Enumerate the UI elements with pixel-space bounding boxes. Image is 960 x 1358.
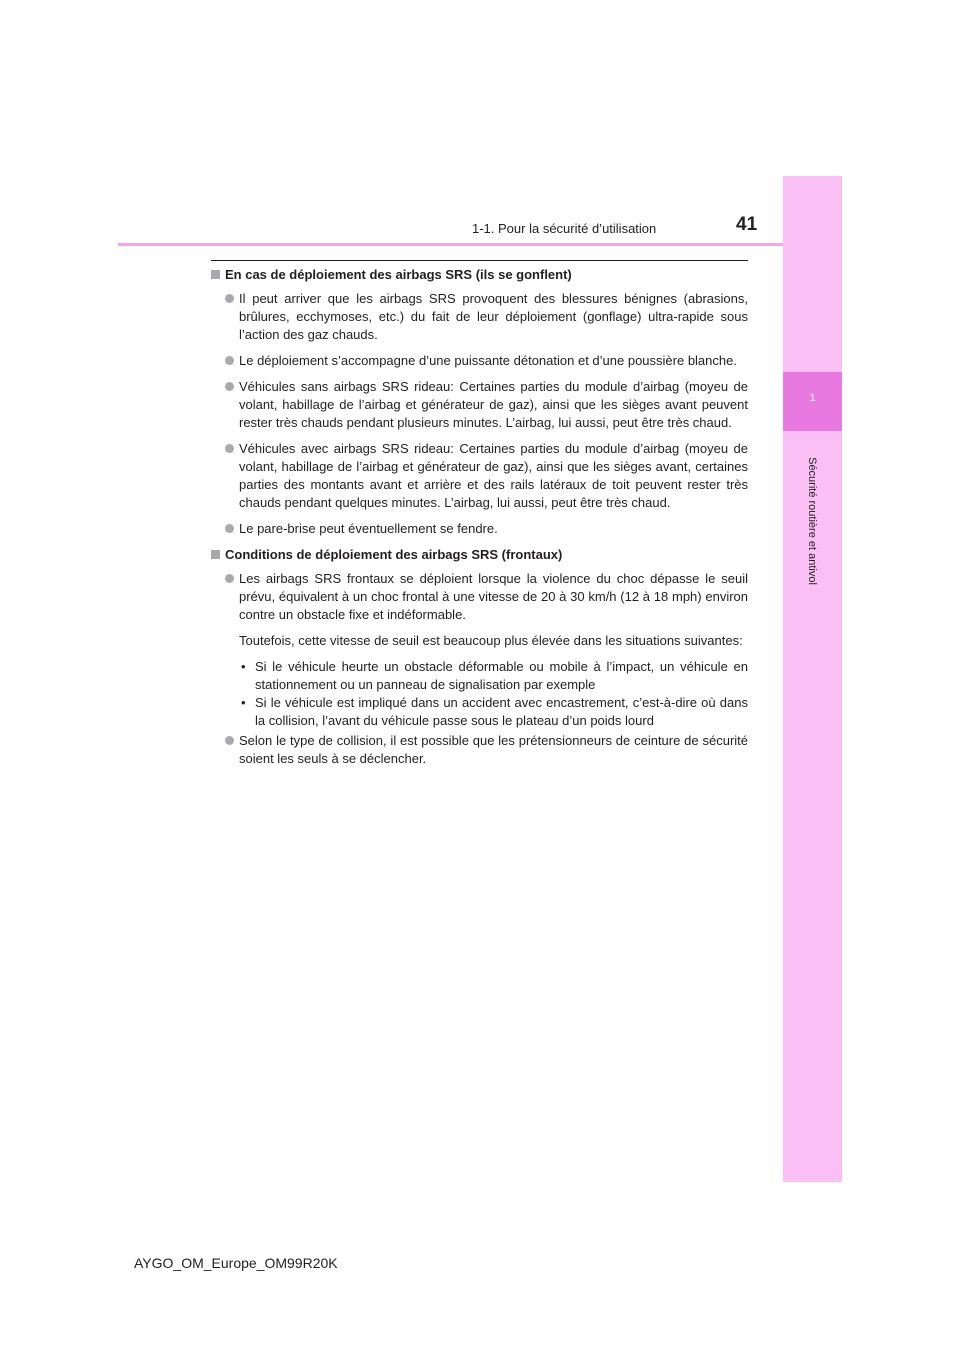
content-top-rule (211, 260, 748, 261)
dot-marker: • (241, 695, 246, 710)
list-item-text: Le pare-brise peut éventuellement se fendre. (239, 521, 498, 536)
round-bullet-icon (225, 294, 234, 303)
round-bullet-icon (225, 524, 234, 533)
sub-list-item-text: Si le véhicule est impliqué dans un accident avec encastrement, c’est-à-dire où dans la collision, l’avant du véhicule passe sous le plateau d’un poids lourd (255, 695, 748, 728)
chapter-label: Sécurité routière et antivol (806, 457, 818, 585)
round-bullet-icon (225, 382, 234, 391)
list-item-text: Les airbags SRS frontaux se déploient lorsque la violence du choc dépasse le seuil prévu, équivalent à un choc frontal à une vitesse de 20 à 30 km/h (12 à 18 mph) environ contre un obstacle fixe et indéformable. (239, 571, 748, 622)
paragraph: Toutefois, cette vitesse de seuil est beaucoup plus élevée dans les situations suivantes: (239, 633, 743, 648)
page-content (211, 266, 748, 776)
round-bullet-icon (225, 574, 234, 583)
list-item-text: Selon le type de collision, il est possible que les prétensionneurs de ceinture de sécurité soient les seuls à se déclencher. (239, 733, 748, 766)
list-item-text: Le déploiement s’accompagne d’une puissante détonation et d’une poussière blanche. (239, 353, 737, 368)
list-item (225, 352, 748, 370)
chapter-side-tab (783, 176, 842, 1182)
list-item (225, 520, 748, 538)
section-title: 1-1. Pour la sécurité d’utilisation (472, 221, 657, 236)
round-bullet-icon (225, 736, 234, 745)
section-heading (211, 266, 748, 284)
list-item-text: Il peut arriver que les airbags SRS provoquent des blessures bénignes (abrasions, brûlures, ecchymoses, etc.) du fait de leur déploiement (gonflage) ultra-rapide sous l’action des gaz chauds. (239, 291, 748, 342)
round-bullet-icon (225, 356, 234, 365)
section-heading-text: En cas de déploiement des airbags SRS (ils se gonflent) (225, 267, 572, 282)
list-item (225, 440, 748, 512)
square-bullet-icon (211, 270, 220, 279)
chapter-number: 1 (809, 392, 816, 404)
section-heading-text: Conditions de déploiement des airbags SRS (frontaux) (225, 547, 563, 562)
list-item (225, 570, 748, 624)
list-item (225, 378, 748, 432)
list-item-text: Véhicules avec airbags SRS rideau: Certaines parties du module d’airbag (moyeu de volant, habillage de l’airbag et générateur de gaz), ainsi que les sièges avant, certaines parties des montants avant et arrière et des rails latéraux de toit peuvent rester très chauds pendant quelques minutes. L’airbag, lui aussi, peut être très chaud. (239, 441, 748, 510)
sub-list-item-text: Si le véhicule heurte un obstacle déformable ou mobile à l’impact, un véhicule en stationnement ou un panneau de signalisation par exemple (255, 659, 748, 692)
page-number: 41 (736, 214, 758, 235)
document-code: AYGO_OM_Europe_OM99R20K (134, 1255, 338, 1271)
dot-marker: • (241, 659, 246, 674)
sub-list-item (241, 658, 748, 694)
header-rule (118, 243, 842, 246)
square-bullet-icon (211, 550, 220, 559)
list-item-text: Véhicules sans airbags SRS rideau: Certaines parties du module d’airbag (moyeu de volant, habillage de l’airbag et générateur de gaz), ainsi que les sièges avant peuvent rester très chauds pendant plusieurs minutes. L’airbag, lui aussi, peut être très chaud. (239, 379, 748, 430)
sub-list (211, 658, 748, 730)
sub-list-item (241, 694, 748, 730)
section-heading (211, 546, 748, 564)
list-item (225, 290, 748, 344)
round-bullet-icon (225, 444, 234, 453)
list-item (225, 732, 748, 768)
